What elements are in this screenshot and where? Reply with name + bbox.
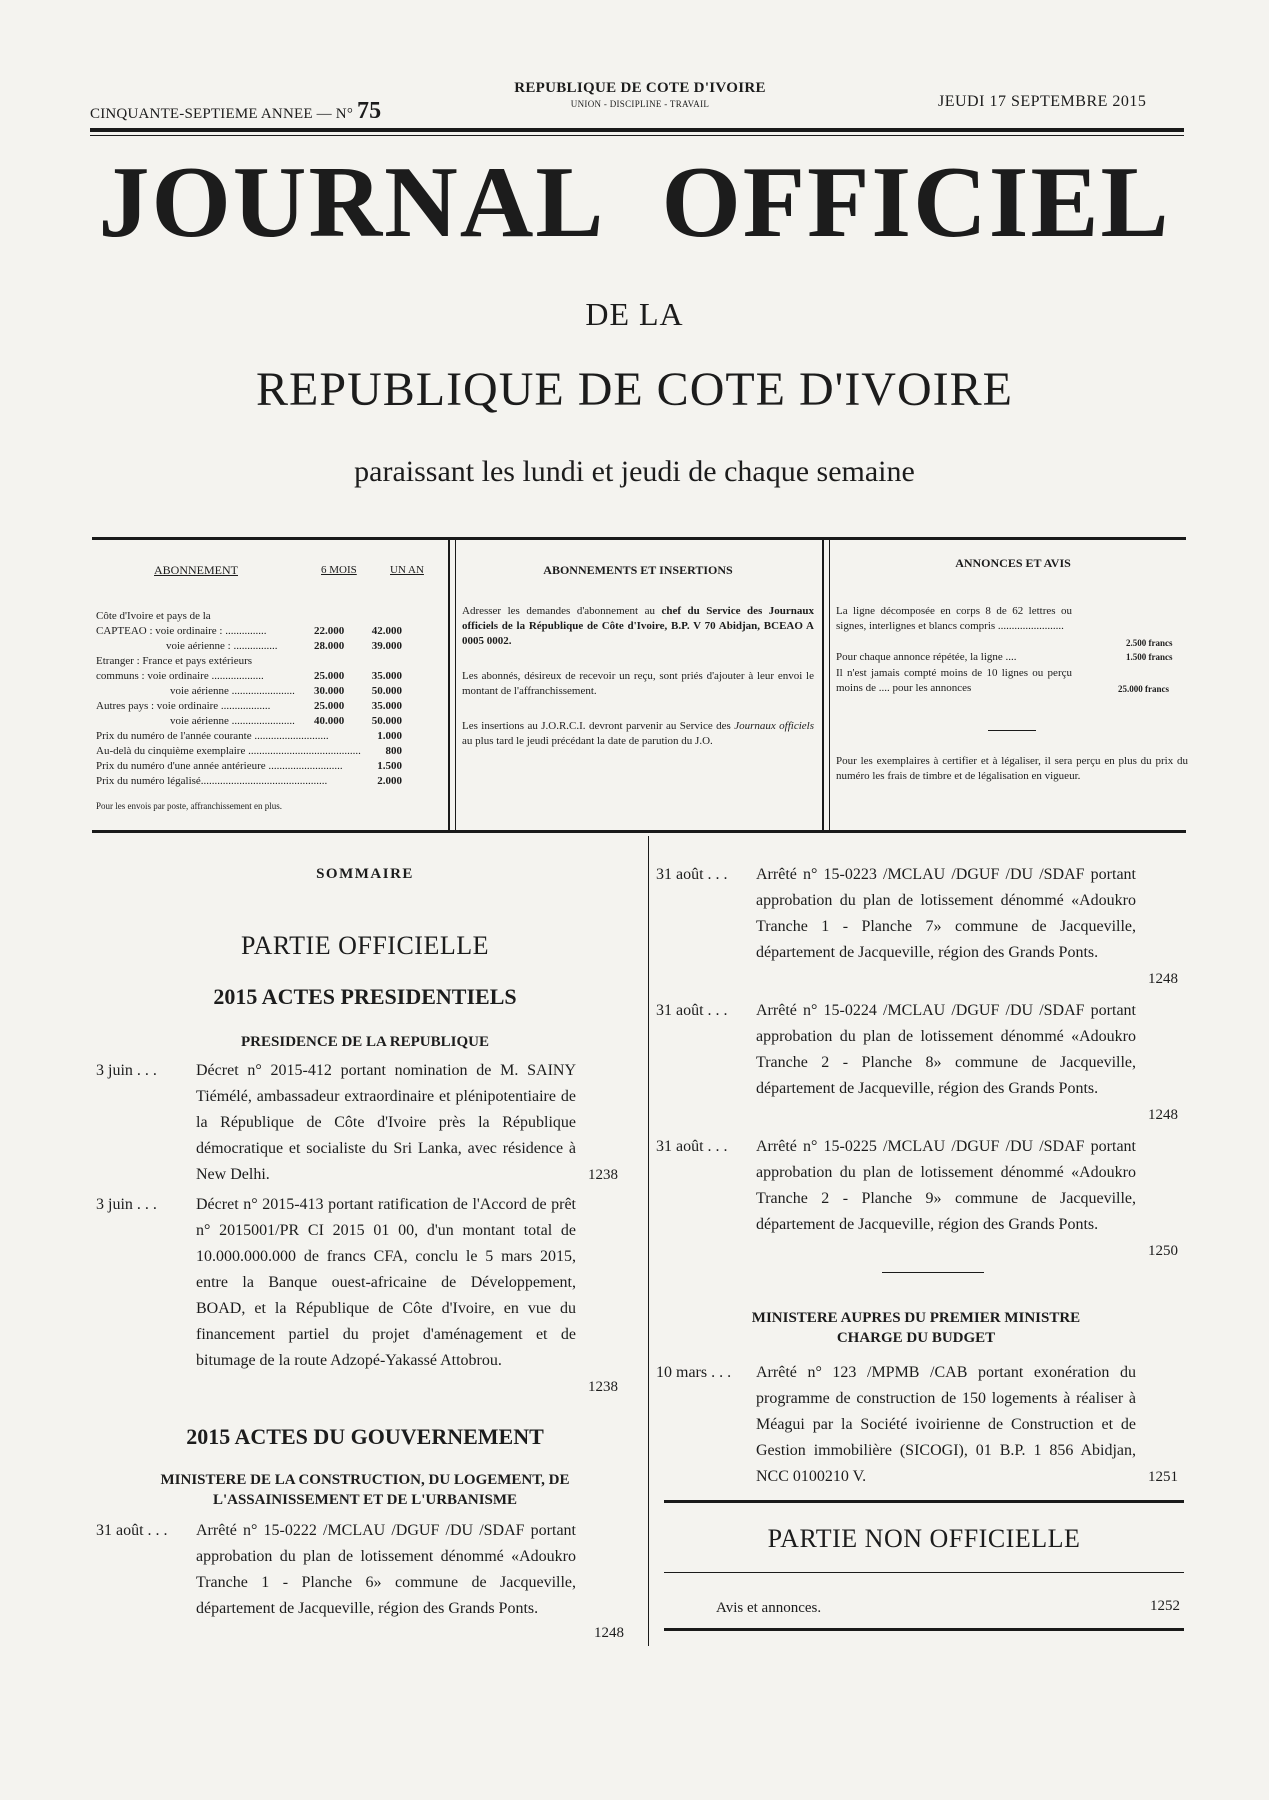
entry-text: Décret n° 2015-413 portant ratification de l'Accord de prêt n° 2015001/PR CI 2015 01 00, d'un montant total de 10.000.000.000 de francs CFA, conclu le 5 mars 2015, entre la Banque ouest-africaine de Développement, BOAD, et la République de Côte d'Ivoire, en vue du financement partiel du projet d'aménagement et de bitumage de la route Adzopé-Yakassé Attobrou.: [196, 1196, 576, 1369]
rule-non-officielle-bottom: [664, 1628, 1184, 1631]
abonnement-rate-line: [96, 654, 442, 669]
rate-label: Côte d'Ivoire et pays de la: [96, 610, 211, 622]
rule-non-officielle-mid: [664, 1572, 1184, 1573]
entry-text: Arrêté n° 15-0225 /MCLAU /DGUF /DU /SDAF portant approbation du plan de lotissement dénommé «Adoukro Tranche 2 - Planche 9» commune de Jacqueville, département de Jacqueville, région des Grands Ponts.: [756, 1138, 1136, 1233]
abonnement-rate-line: [96, 684, 442, 699]
partie-non-officielle-heading: PARTIE NON OFFICIELLE: [767, 1524, 1081, 1553]
col-6mois: 6 MOIS: [321, 564, 357, 576]
annonces-line2: Pour chaque annonce répétée, la ligne ....: [836, 651, 1017, 663]
rate-1an: 2.000: [377, 775, 402, 787]
entry-page: 1250: [1148, 1243, 1178, 1259]
entry-text: Décret n° 2015-412 portant nomination de M. SAINY Tiémélé, ambassadeur extraordinaire et plénipotentiaire de la République de Côte d'Ivoire près la République démocratique et socialiste du Sri Lanka, avec résidence à New Delhi.: [196, 1062, 576, 1183]
abonnement-heading: ABONNEMENT: [154, 563, 238, 577]
insertions-p3-a: Les insertions au J.O.R.C.I. devront parvenir au Service des: [462, 720, 731, 732]
box-divider-2a: [822, 540, 824, 830]
title-word-officiel: OFFICIEL: [661, 146, 1171, 259]
subtitle-de-la: DE LA: [585, 296, 684, 332]
abonnement-rate-line: [96, 744, 442, 759]
rule-top-thin: [90, 135, 1184, 136]
rate-1an: 1.500: [377, 760, 402, 772]
box-divider-2b: [829, 540, 830, 830]
entry-page: 1248: [594, 1625, 624, 1641]
ministere-construction-heading-2: L'ASSAINISSEMENT ET DE L'URBANISME: [212, 1492, 518, 1508]
insertions-heading: ABONNEMENTS ET INSERTIONS: [543, 563, 733, 577]
entry-date: 3 juin . . .: [96, 1062, 157, 1079]
abonnement-footnote: Pour les envois par poste, affranchissement en plus.: [96, 801, 283, 811]
sommaire-entry: [656, 862, 1176, 992]
subtitle-republic: REPUBLIQUE DE COTE D'IVOIRE: [256, 363, 1013, 416]
ministere-budget-heading-2: CHARGE DU BUDGET: [836, 1330, 996, 1346]
rate-1an: 1.000: [377, 730, 402, 742]
rate-label: voie aérienne .......................: [170, 685, 295, 697]
rate-6mois: 25.000: [314, 700, 345, 712]
insertions-p3-italic: Journaux officiels: [734, 720, 815, 732]
republic-header: [470, 80, 810, 109]
rate-label: Prix du numéro d'une année antérieure ...........................: [96, 760, 343, 772]
entry-date: 31 août . . .: [656, 866, 728, 883]
rate-label: communs : voie ordinaire ...................: [96, 670, 264, 682]
actes-presidentiels-heading: 2015 ACTES PRESIDENTIELS: [213, 984, 517, 1009]
rate-label: Etranger : France et pays extérieurs: [96, 655, 253, 667]
avis-annonces-page: 1252: [1150, 1598, 1180, 1614]
insertions-p3-b: au plus tard le jeudi précédant la date de parution du J.O.: [462, 735, 713, 747]
annonces-line1: La ligne décomposée en corps 8 de 62 lettres ou signes, interlignes et blancs compris ........................: [836, 605, 1072, 632]
entry-date: 3 juin . . .: [96, 1196, 157, 1213]
annonces-box: [836, 556, 1190, 782]
rate-1an: 800: [385, 745, 402, 757]
rule-non-officielle-top: [664, 1500, 1184, 1503]
abonnement-rate-line: [96, 774, 442, 789]
issue-label: CINQUANTE-SEPTIEME ANNEE — N°: [90, 106, 354, 122]
insertions-p1: [462, 604, 814, 649]
abonnement-rate-line: [96, 639, 442, 654]
abonnement-rates: [96, 609, 442, 789]
abonnement-box: [96, 563, 442, 823]
abonnement-rate-line: [96, 759, 442, 774]
ministere-construction-heading-1: MINISTERE DE LA CONSTRUCTION, DU LOGEMENT, DE: [160, 1472, 570, 1488]
rate-label: voie aérienne .......................: [170, 715, 295, 727]
entry-date: 31 août . . .: [96, 1522, 168, 1539]
partie-officielle-heading: PARTIE OFFICIELLE: [241, 931, 489, 960]
rate-label: Au-delà du cinquième exemplaire .........................................: [96, 745, 361, 757]
rate-label: CAPTEAO : voie ordinaire : ...............: [96, 625, 267, 637]
annonces-price1: 2.500 francs: [1126, 638, 1173, 648]
journal-title: [0, 146, 1269, 259]
box-divider-1b: [455, 540, 456, 830]
abonnement-rate-line: [96, 699, 442, 714]
ministere-budget-heading-1: MINISTERE AUPRES DU PREMIER MINISTRE: [751, 1310, 1081, 1326]
publication-frequency: paraissant les lundi et jeudi de chaque semaine: [354, 455, 915, 488]
entry-page: 1248: [1148, 971, 1178, 987]
entry-page: 1248: [1148, 1107, 1178, 1123]
rate-label: Prix du numéro de l'année courante ...........................: [96, 730, 329, 742]
actes-gouvernement-heading: 2015 ACTES DU GOUVERNEMENT: [186, 1424, 544, 1449]
rate-label: Autres pays : voie ordinaire ..................: [96, 700, 271, 712]
abonnement-rate-line: [96, 729, 442, 744]
entry-text: Arrêté n° 123 /MPMB /CAB portant exonération du programme de construction de 150 logements à réaliser à Méagui par la Société ivoirienne de Construction et de Gestion immobilière (SICOGI), 01 B.P. 1 856 Abidjan, NCC 0100210 V.: [756, 1364, 1136, 1485]
issue-date: JEUDI 17 SEPTEMBRE 2015: [938, 93, 1147, 110]
annonces-heading: ANNONCES ET AVIS: [955, 556, 1071, 570]
annonces-line4: Pour les exemplaires à certifier et à légaliser, il sera perçu en plus du prix du numéro les frais de timbre et de légalisation en vigueur.: [836, 755, 1188, 782]
box-divider-1a: [448, 540, 450, 830]
abonnement-rate-line: [96, 669, 442, 684]
republic-name: REPUBLIQUE DE COTE D'IVOIRE: [514, 80, 766, 96]
title-word-journal: JOURNAL: [98, 146, 606, 259]
abonnement-rate-line: [96, 624, 442, 639]
rate-6mois: 25.000: [314, 670, 345, 682]
insertions-p1-text: Adresser les demandes d'abonnement au: [462, 605, 655, 617]
annonces-price2: 1.500 francs: [1126, 652, 1173, 662]
rate-1an: 39.000: [371, 640, 402, 652]
sommaire-entry: [96, 1518, 634, 1648]
entry-text: Arrêté n° 15-0222 /MCLAU /DGUF /DU /SDAF portant approbation du plan de lotissement dénommé «Adoukro Tranche 1 - Planche 6» commune de Jacqueville, département de Jacqueville, région des Grands Ponts.: [196, 1522, 576, 1617]
box-rule-bottom: [92, 830, 1186, 833]
entry-date: 31 août . . .: [656, 1002, 728, 1019]
entry-page: 1238: [588, 1167, 618, 1183]
presidence-heading: PRESIDENCE DE LA REPUBLIQUE: [241, 1034, 489, 1050]
abonnement-rate-line: [96, 609, 442, 624]
sommaire-entry: [96, 1192, 634, 1402]
issue-number: 75: [356, 98, 382, 124]
rate-1an: 35.000: [371, 700, 402, 712]
rate-label: Prix du numéro légalisé..............................................: [96, 775, 328, 787]
rate-6mois: 40.000: [314, 715, 345, 727]
sommaire-entry: [656, 998, 1176, 1128]
sommaire-heading: SOMMAIRE: [316, 866, 414, 882]
sommaire-entry: [656, 1134, 1176, 1264]
rate-6mois: 30.000: [314, 685, 345, 697]
sommaire-entry: [96, 1058, 634, 1188]
entry-text: Arrêté n° 15-0224 /MCLAU /DGUF /DU /SDAF portant approbation du plan de lotissement dénommé «Adoukro Tranche 2 - Planche 8» commune de Jacqueville, département de Jacqueville, région des Grands Ponts.: [756, 1002, 1136, 1097]
rate-1an: 50.000: [371, 715, 402, 727]
entry-date: 31 août . . .: [656, 1138, 728, 1155]
sommaire-entry: [656, 1360, 1176, 1490]
insertions-p1-address: chef du Service des Journaux officiels de la République de Côte d'Ivoire, B.P. V 70 Abidjan, BCEAO A 0005 0002.: [462, 605, 814, 647]
rate-1an: 42.000: [371, 625, 402, 637]
col-1an: UN AN: [390, 564, 424, 576]
entry-page: 1251: [1148, 1469, 1178, 1485]
sommaire-column-divider: [648, 836, 649, 1646]
rate-1an: 35.000: [371, 670, 402, 682]
insertions-p2: Les abonnés, désireux de recevoir un reçu, sont priés d'ajouter à leur envoi le montant de l'affranchissement.: [462, 670, 814, 697]
entry-page: 1238: [588, 1379, 618, 1395]
rate-label: voie aérienne : ................: [166, 640, 278, 652]
avis-annonces-label: Avis et annonces.: [716, 1600, 822, 1616]
rule-top-thick: [90, 128, 1184, 132]
section-divider: [882, 1272, 984, 1273]
insertions-p3: [462, 719, 814, 749]
annonces-line3: Il n'est jamais compté moins de 10 lignes ou perçu moins de .... pour les annonces: [836, 667, 1072, 694]
entry-text: Arrêté n° 15-0223 /MCLAU /DGUF /DU /SDAF portant approbation du plan de lotissement dénommé «Adoukro Tranche 1 - Planche 7» commune de Jacqueville, département de Jacqueville, région des Grands Ponts.: [756, 866, 1136, 961]
issue-line: [90, 98, 381, 125]
national-motto: UNION - DISCIPLINE - TRAVAIL: [570, 99, 710, 109]
insertions-box: [462, 563, 814, 749]
rate-6mois: 22.000: [314, 625, 345, 637]
rate-6mois: 28.000: [314, 640, 345, 652]
abonnement-rate-line: [96, 714, 442, 729]
entry-date: 10 mars . . .: [656, 1364, 732, 1381]
annonces-price3: 25.000 francs: [1118, 684, 1169, 694]
box-rule-top: [92, 537, 1186, 540]
annonces-divider: [988, 730, 1036, 731]
rate-1an: 50.000: [371, 685, 402, 697]
